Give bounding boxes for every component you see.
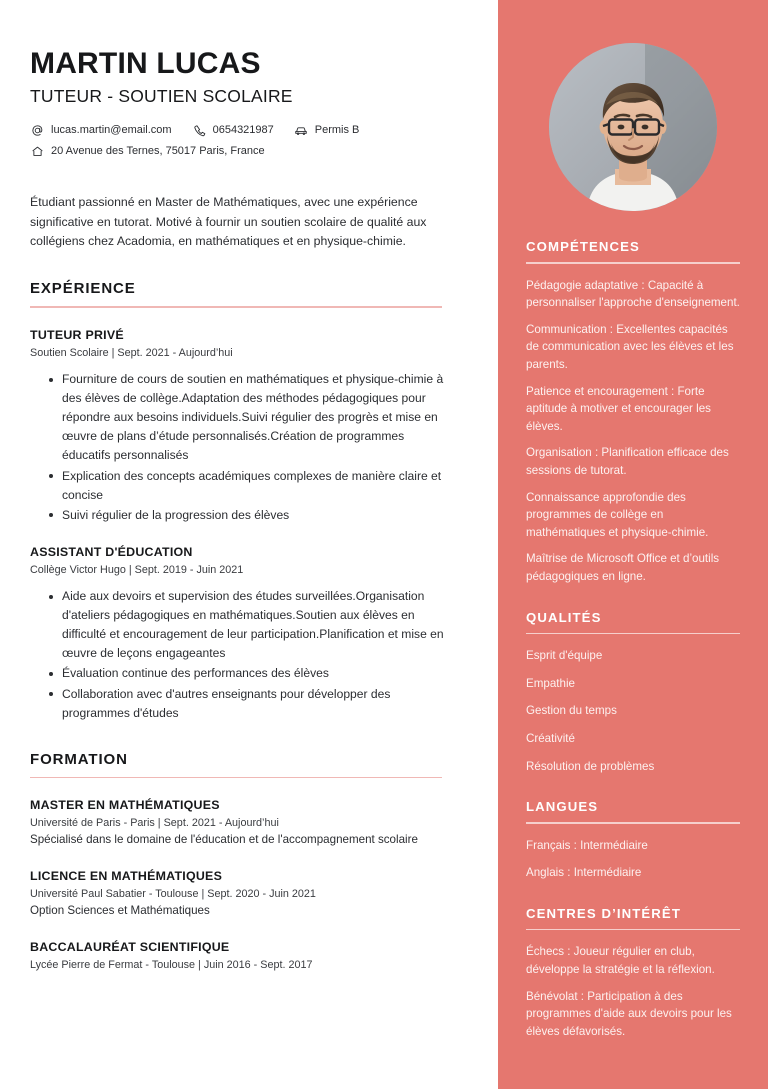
education-entry [30, 797, 468, 849]
list-item: Gestion du temps [526, 704, 617, 718]
list-item: Empathie [526, 676, 575, 690]
sidebar [498, 0, 768, 1089]
education-extra: Option Sciences et Mathématiques [30, 904, 210, 918]
list-item: Pédagogie adaptative : Capacité à personnaliser l'approche d'enseignement. [526, 278, 740, 310]
education-meta: Université de Paris - Paris | Sept. 2021 - Aujourd’hui [30, 817, 279, 830]
car-icon [294, 123, 309, 138]
contact-email[interactable] [30, 123, 172, 138]
experience-bullets [30, 370, 468, 525]
list-item: Résolution de problèmes [526, 759, 655, 773]
list-item: Fourniture de cours de soutien en mathématiques et physique-chimie à des élèves de collège.Adaptation des méthodes pédagogiques pour répondre aux besoins individuels.Suivi régulier des progrès et mise en œuvre de plans d’étude personnalisés.Création de programmes éducatifs personnalisés [49, 370, 449, 465]
sidebar-title-qualities: QUALITÉS [526, 609, 602, 625]
list-item: Connaissance approfondie des programmes de collège en mathématiques et physique-chimie. [526, 490, 709, 539]
job-title: TUTEUR - SOUTIEN SCOLAIRE [30, 85, 293, 106]
page-title: MARTIN LUCAS [30, 47, 261, 80]
list-item: Français : Intermédiaire [526, 838, 648, 852]
contact-address-text: 20 Avenue des Ternes, 75017 Paris, France [51, 145, 265, 158]
list-item: Évaluation continue des performances des élèves [49, 664, 449, 683]
contact-row-address [30, 144, 468, 159]
list-item: Anglais : Intermédiaire [526, 866, 642, 880]
phone-icon [192, 123, 207, 138]
section-divider [30, 306, 442, 308]
interests-list [526, 943, 740, 1040]
contact-license [294, 123, 360, 138]
sidebar-divider [526, 633, 740, 635]
contact-address [30, 144, 265, 159]
home-icon [30, 144, 45, 159]
section-divider [30, 777, 442, 779]
education-meta: Université Paul Sabatier - Toulouse | Sept. 2020 - Juin 2021 [30, 888, 316, 901]
avatar [549, 43, 717, 211]
email-icon [30, 123, 45, 138]
sidebar-section-interests [526, 906, 740, 1041]
list-item: Aide aux devoirs et supervision des études surveillées.Organisation d'ateliers pédagogiques en mathématiques.Soutien aux élèves en difficulté et encouragement de leur participation.Planification et mise en œuvre de leçons engageantes [49, 587, 449, 663]
sidebar-divider [526, 262, 740, 264]
experience-role: ASSISTANT D'ÉDUCATION [30, 544, 193, 559]
education-entry [30, 868, 468, 920]
list-item: Collaboration avec d'autres enseignants pour développer des programmes d'études [49, 685, 449, 723]
contact-block [30, 123, 468, 159]
list-item: Explication des concepts académiques complexes de manière claire et concise [49, 467, 449, 505]
section-title-education: FORMATION [30, 750, 128, 768]
qualities-list [526, 647, 740, 775]
languages-list [526, 837, 740, 882]
sidebar-section-languages [526, 799, 740, 882]
contact-license-text: Permis B [314, 124, 360, 137]
education-meta: Lycée Pierre de Fermat - Toulouse | Juin 2016 - Sept. 2017 [30, 959, 313, 972]
list-item: Échecs : Joueur régulier en club, développe la stratégie et la réflexion. [526, 945, 715, 977]
list-item: Communication : Excellentes capacités de communication avec les élèves et les parents. [526, 322, 734, 371]
education-degree: MASTER EN MATHÉMATIQUES [30, 798, 220, 813]
list-item: Maîtrise de Microsoft Office et d’outils pédagogiques en ligne. [526, 552, 720, 584]
education-extra: Spécialisé dans le domaine de l'éducation et de l'accompagnement scolaire [30, 833, 418, 847]
sidebar-divider [526, 822, 740, 824]
skills-list [526, 277, 740, 586]
education-entry [30, 939, 468, 973]
experience-entry [30, 544, 468, 723]
contact-phone-text: 0654321987 [212, 124, 274, 137]
sidebar-title-languages: LANGUES [526, 799, 599, 815]
section-title-experience: EXPÉRIENCE [30, 280, 136, 298]
section-experience [30, 280, 468, 722]
education-degree: LICENCE EN MATHÉMATIQUES [30, 869, 223, 884]
contact-phone[interactable] [192, 123, 274, 138]
list-item: Patience et encouragement : Forte aptitude à motiver et encourager les élèves. [526, 384, 711, 433]
experience-bullets [30, 587, 468, 723]
sidebar-section-skills [526, 239, 740, 586]
experience-role: TUTEUR PRIVÉ [30, 327, 124, 342]
profile-summary: Étudiant passionné en Master de Mathématiques, avec une expérience significative en tutorat. Motivé à fournir un soutien scolaire de qualité aux collégiens chez Acadomia, en mathématiques et en physique-chimie. [30, 194, 427, 249]
profile-photo-illustration [549, 43, 717, 211]
experience-entry [30, 327, 468, 525]
list-item: Bénévolat : Participation à des programmes d'aide aux devoirs pour les élèves défavorisés. [526, 989, 732, 1038]
contact-email-text: lucas.martin@email.com [51, 124, 172, 137]
contact-row-primary [30, 123, 468, 138]
sidebar-title-skills: COMPÉTENCES [526, 239, 640, 254]
sidebar-divider [526, 929, 740, 931]
education-degree: BACCALAURÉAT SCIENTIFIQUE [30, 940, 230, 955]
list-item: Créativité [526, 731, 575, 745]
list-item: Esprit d'équipe [526, 649, 603, 663]
sidebar-title-interests: CENTRES D’INTÉRÊT [526, 905, 681, 921]
list-item: Suivi régulier de la progression des élèves [49, 506, 449, 525]
experience-meta: Soutien Scolaire | Sept. 2021 - Aujourd’hui [30, 346, 233, 359]
sidebar-section-qualities [526, 610, 740, 776]
section-education [30, 751, 468, 974]
list-item: Organisation : Planification efficace des sessions de tutorat. [526, 446, 729, 477]
experience-meta: Collège Victor Hugo | Sept. 2019 - Juin 2021 [30, 563, 244, 576]
